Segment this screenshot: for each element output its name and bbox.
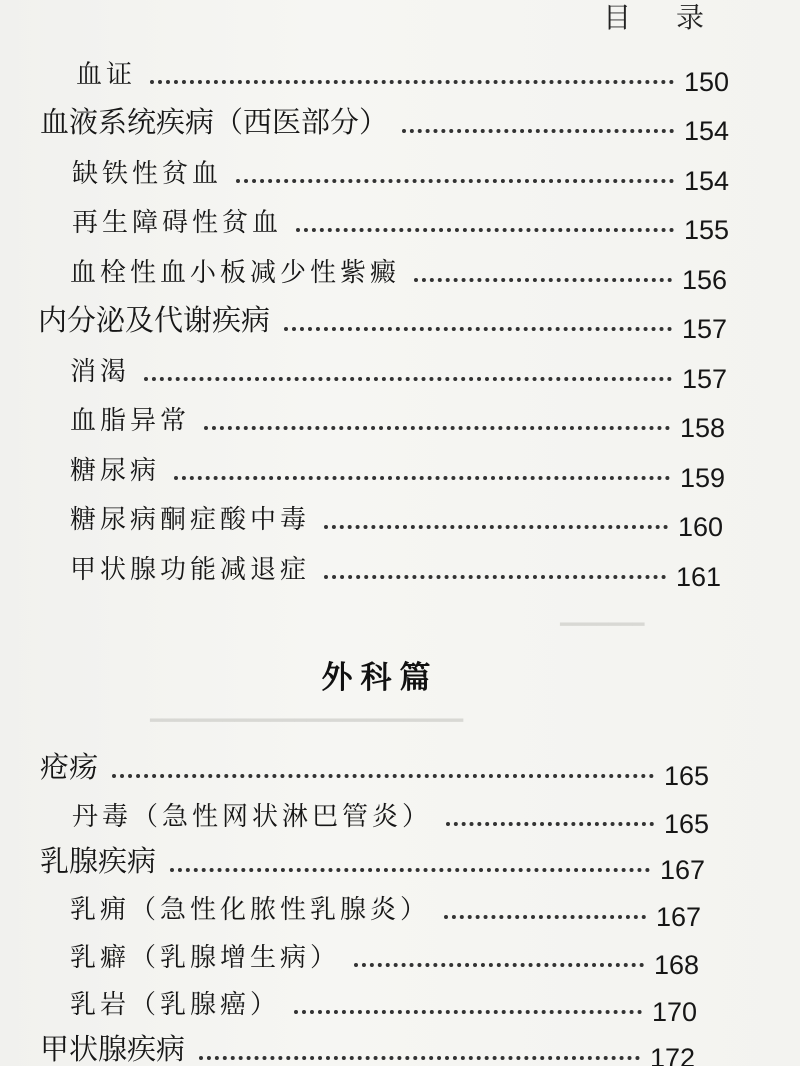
dot-leader bbox=[296, 228, 674, 232]
dot-leader bbox=[414, 278, 672, 282]
section-title: 外科篇 bbox=[321, 660, 439, 696]
show-through-shading: ━━━━━━━━━━━━━━━━━━━━━━━━━━ bbox=[150, 708, 464, 732]
entry-label: 甲状腺疾病 bbox=[40, 1032, 186, 1066]
dot-leader bbox=[144, 377, 672, 381]
entry-label: 血液系统疾病（西医部分） bbox=[40, 105, 389, 139]
toc-entry[interactable] bbox=[70, 941, 698, 981]
toc-entry[interactable] bbox=[70, 503, 722, 543]
toc-entry[interactable] bbox=[70, 893, 700, 933]
entry-label: 乳癖（乳腺增生病） bbox=[70, 943, 341, 973]
dot-leader bbox=[174, 476, 670, 480]
dot-leader bbox=[446, 822, 654, 826]
show-through-shading: ━━━━━━━ bbox=[560, 612, 645, 636]
entry-page-number: 154 bbox=[684, 116, 730, 146]
entry-label: 糖尿病 bbox=[70, 456, 161, 486]
dot-leader bbox=[284, 327, 672, 331]
entry-label: 血脂异常 bbox=[70, 406, 191, 436]
entry-label: 乳腺疾病 bbox=[40, 844, 157, 878]
entry-page-number: 154 bbox=[684, 166, 730, 196]
toc-entry[interactable] bbox=[40, 846, 704, 886]
dot-leader bbox=[112, 774, 654, 778]
entry-page-number: 167 bbox=[656, 902, 702, 932]
entry-label: 乳岩（乳腺癌） bbox=[70, 990, 281, 1020]
toc-entry[interactable] bbox=[70, 988, 696, 1028]
entry-page-number: 157 bbox=[682, 314, 728, 344]
entry-page-number: 165 bbox=[664, 809, 710, 839]
dot-leader bbox=[444, 915, 646, 919]
entry-label: 乳痈（急性化脓性乳腺炎） bbox=[70, 895, 431, 925]
toc-entry[interactable] bbox=[38, 305, 726, 345]
entry-label: 糖尿病酮症酸中毒 bbox=[70, 505, 311, 535]
entry-label: 血证 bbox=[76, 60, 137, 90]
entry-page-number: 150 bbox=[684, 67, 730, 97]
entry-page-number: 165 bbox=[664, 761, 710, 791]
toc-entry[interactable] bbox=[70, 404, 724, 444]
entry-label: 血栓性血小板减少性紫癜 bbox=[70, 258, 401, 288]
toc-entry[interactable] bbox=[40, 107, 728, 147]
dot-leader bbox=[204, 426, 670, 430]
entry-page-number: 158 bbox=[680, 413, 726, 443]
entry-label: 消渴 bbox=[70, 357, 131, 387]
dot-leader bbox=[236, 179, 674, 183]
toc-entry[interactable] bbox=[70, 454, 724, 494]
entry-page-number: 157 bbox=[682, 364, 728, 394]
entry-label: 缺铁性贫血 bbox=[72, 159, 223, 189]
toc-entry[interactable] bbox=[72, 800, 708, 840]
entry-page-number: 168 bbox=[654, 950, 700, 980]
entry-label: 甲状腺功能减退症 bbox=[70, 555, 311, 585]
entry-page-number: 167 bbox=[660, 855, 706, 885]
entry-label: 再生障碍性贫血 bbox=[72, 208, 283, 238]
dot-leader bbox=[170, 868, 650, 872]
entry-label: 丹毒（急性网状淋巴管炎） bbox=[72, 802, 433, 832]
toc-entry[interactable] bbox=[40, 1034, 694, 1066]
toc-entry[interactable] bbox=[72, 157, 728, 197]
entry-page-number: 159 bbox=[680, 463, 726, 493]
toc-entry[interactable] bbox=[70, 553, 720, 593]
toc-entry[interactable] bbox=[40, 752, 708, 792]
entry-page-number: 170 bbox=[652, 997, 698, 1027]
entry-page-number: 156 bbox=[682, 265, 728, 295]
dot-leader bbox=[199, 1056, 640, 1060]
entry-page-number: 155 bbox=[684, 215, 730, 245]
entry-label: 内分泌及代谢疾病 bbox=[38, 303, 271, 337]
dot-leader bbox=[150, 80, 674, 84]
dot-leader bbox=[324, 525, 668, 529]
toc-entry[interactable] bbox=[70, 355, 726, 395]
toc-entry[interactable] bbox=[76, 58, 728, 98]
entry-label: 疮疡 bbox=[40, 750, 99, 784]
dot-leader bbox=[294, 1010, 642, 1014]
dot-leader bbox=[324, 575, 666, 579]
toc-entry[interactable] bbox=[70, 256, 726, 296]
toc-entry[interactable] bbox=[72, 206, 728, 246]
entry-page-number: 161 bbox=[676, 562, 722, 592]
entry-page-number: 160 bbox=[678, 512, 724, 542]
dot-leader bbox=[354, 963, 644, 967]
dot-leader bbox=[402, 129, 674, 133]
entry-page-number: 172 bbox=[650, 1043, 696, 1066]
page-header: 目 录 bbox=[603, 1, 722, 34]
